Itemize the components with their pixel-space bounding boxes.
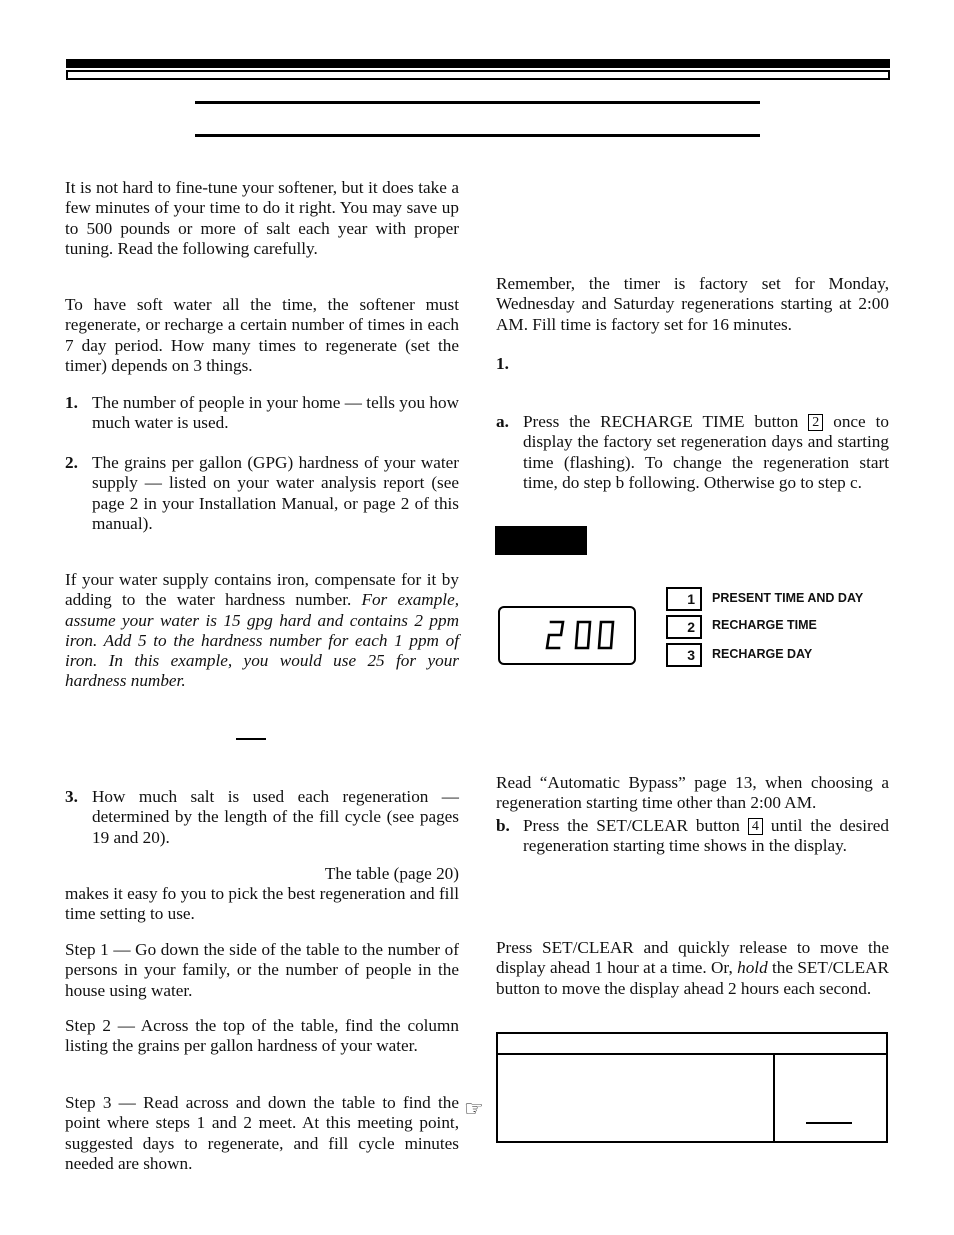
list-number: 2. [65, 453, 78, 472]
iron-text: If your water supply contains iron, compensate for it by adding to the water hardness number. [65, 570, 459, 610]
list-number: 1. [65, 393, 78, 412]
step-label: b. [496, 816, 510, 835]
note-table-underline [806, 1122, 852, 1124]
step-a-text: Press the RECHARGE TIME button [523, 412, 799, 431]
list-item-text: The number of people in your home — tells you how much water is used. [92, 393, 459, 433]
hold-emphasis: hold [737, 958, 768, 978]
underline-mark [236, 738, 266, 740]
key-3-box: 3 [666, 643, 702, 667]
button-number-box: 4 [748, 818, 763, 835]
step-b-text-cont: until the desired regeneration starting time shows in the display. [523, 816, 890, 856]
step-b-text: Press the SET/CLEAR button [523, 816, 740, 835]
remember-paragraph: Remember, the timer is factory set for Monday, Wednesday and Saturday regenerations starting at 2:00 AM. Fill time is factory set for 16 minutes. [496, 274, 889, 334]
header-outline-bar [66, 70, 890, 80]
lcd-display [498, 606, 636, 665]
black-label-block [495, 526, 587, 555]
intro-paragraph: It is not hard to fine-tune your softener, but it does take a few minutes of your time to do it right. You may save up to 500 pounds or more of salt each year with proper tuning. Read the following carefully. [65, 178, 459, 258]
step1-paragraph: Step 1 — Go down the side of the table to the number of persons in your family, or the number of people in the house using water. [65, 940, 459, 1000]
step-a-text-cont: once to display the factory set regeneration days and starting time (flashing). To change the regeneration start time, do step b following. Otherwise go to step c. [523, 412, 889, 492]
table-intro-rest: makes it easy fo you to pick the best regeneration and fill time setting to use. [65, 884, 459, 924]
step2-paragraph: Step 2 — Across the top of the table, find the column listing the grains per gallon hardness of your water. [65, 1016, 459, 1056]
note-table-header-rule [496, 1053, 886, 1055]
list-item-people [65, 393, 459, 435]
list-item-salt [65, 787, 459, 849]
key-3-label: RECHARGE DAY [712, 647, 813, 661]
key-2-label: RECHARGE TIME [712, 618, 817, 632]
key-2-box: 2 [666, 615, 702, 639]
title-rule-bottom [195, 134, 760, 137]
note-table-column-rule [773, 1055, 775, 1141]
list-item-text: The grains per gallon (GPG) hardness of your water supply — listed on your water analysis report (see page 2 in your Installation Manual, or page 2 of this manual). [92, 453, 459, 533]
step-number: 1. [496, 354, 509, 373]
title-rule-top [195, 101, 760, 104]
iron-example-text: For example, assume your water is 15 gpg hard and contains 2 ppm iron. Add 5 to the hardness number for each 1 ppm of iron. In this example, you would use 25 for your hardness number. [65, 590, 459, 691]
press-paragraph: Press SET/CLEAR and quickly release to move the display ahead 1 hour at a time. Or, hold the SET/CLEAR button to move the display ahead 2 hours each second. [496, 938, 890, 998]
list-item-text: How much salt is used each regeneration — determined by the length of the fill cycle (see pages 19 and 20). [92, 787, 459, 847]
key-1-box: 1 [666, 587, 702, 611]
step-b [496, 816, 889, 878]
key-1-label: PRESENT TIME AND DAY [712, 591, 864, 605]
pointing-hand-icon: ☞ [464, 1097, 484, 1122]
iron-paragraph [65, 570, 459, 692]
lcd-digits [500, 608, 634, 663]
list-item-hardness [65, 453, 459, 537]
step-label: a. [496, 412, 509, 431]
list-number: 3. [65, 787, 78, 806]
button-number-box: 2 [808, 414, 823, 431]
step3-paragraph: Step 3 — Read across and down the table to find the point where steps 1 and 2 meet. At this meeting point, suggested days to regenerate, and fill cycle minutes needed are shown. [65, 1093, 459, 1173]
header-thick-bar [66, 59, 890, 68]
regenerate-paragraph: To have soft water all the time, the softener must regenerate, or recharge a certain number of times in each 7 day period. How many times to regenerate (set the timer) depends on 3 things. [65, 295, 459, 375]
bypass-paragraph: Read “Automatic Bypass” page 13, when choosing a regeneration starting time other than 2:00 AM. [496, 773, 889, 813]
note-table [496, 1032, 888, 1143]
step-a [496, 412, 889, 516]
table-intro-line1: The table (page 20) [324, 864, 459, 883]
